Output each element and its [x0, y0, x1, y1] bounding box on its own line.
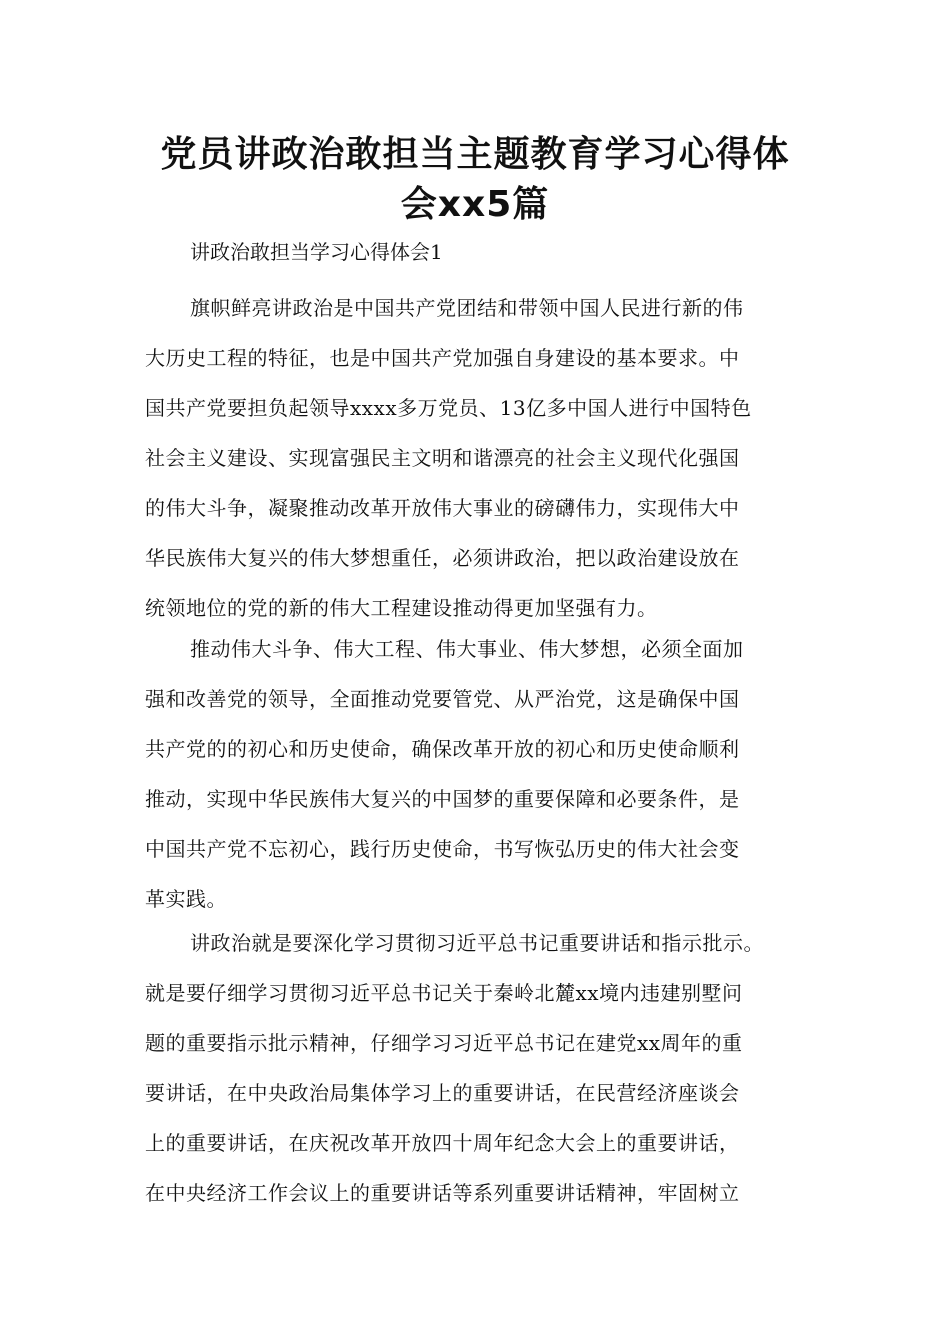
paragraph-line: 中国共产党不忘初心，践行历史使命，书写恢弘历史的伟大社会变 — [145, 837, 740, 861]
paragraph-line: 共产党的的初心和历史使命，确保改革开放的初心和历史使命顺利 — [145, 737, 740, 761]
document-title-line-1: 党员讲政治敢担当主题教育学习心得体 — [160, 134, 790, 175]
paragraph-line: 统领地位的党的新的伟大工程建设推动得更加坚强有力。 — [145, 596, 658, 620]
paragraph-line: 题的重要指示批示精神，仔细学习习近平总书记在建党xx周年的重 — [145, 1031, 743, 1055]
paragraph-line: 华民族伟大复兴的伟大梦想重任，必须讲政治，把以政治建设放在 — [145, 546, 740, 570]
paragraph-line: 讲政治就是要深化学习贯彻习近平总书记重要讲话和指示批示。 — [190, 931, 764, 955]
paragraph-line: 国共产党要担负起领导xxxx多万党员、13亿多中国人进行中国特色 — [145, 396, 752, 420]
paragraph-line: 就是要仔细学习贯彻习近平总书记关于秦岭北麓xx境内违建别墅问 — [145, 981, 743, 1005]
paragraph-line: 革实践。 — [145, 887, 227, 911]
paragraph-line: 在中央经济工作会议上的重要讲话等系列重要讲话精神，牢固树立 — [145, 1181, 740, 1205]
paragraph-3 — [145, 918, 825, 1218]
paragraph-line: 上的重要讲话，在庆祝改革开放四十周年纪念大会上的重要讲话， — [145, 1131, 740, 1155]
paragraph-line: 社会主义建设、实现富强民主文明和谐漂亮的社会主义现代化强国 — [145, 446, 740, 470]
paragraph-line: 要讲话，在中央政治局集体学习上的重要讲话，在民营经济座谈会 — [145, 1081, 740, 1105]
paragraph-line: 推动伟大斗争、伟大工程、伟大事业、伟大梦想，必须全面加 — [190, 637, 744, 661]
paragraph-1 — [145, 283, 825, 633]
section-heading: 讲政治敢担当学习心得体会1 — [190, 240, 443, 264]
paragraph-line: 强和改善党的领导，全面推动党要管党、从严治党，这是确保中国 — [145, 687, 740, 711]
paragraph-line: 旗帜鲜亮讲政治是中国共产党团结和带领中国人民进行新的伟 — [190, 296, 744, 320]
paragraph-line: 的伟大斗争，凝聚推动改革开放伟大事业的磅礴伟力，实现伟大中 — [145, 496, 740, 520]
document-title-line-2: 会xx5篇 — [400, 184, 550, 225]
paragraph-line: 大历史工程的特征，也是中国共产党加强自身建设的基本要求。中 — [145, 346, 740, 370]
paragraph-2 — [145, 624, 825, 924]
paragraph-line: 推动，实现中华民族伟大复兴的中国梦的重要保障和必要条件，是 — [145, 787, 740, 811]
